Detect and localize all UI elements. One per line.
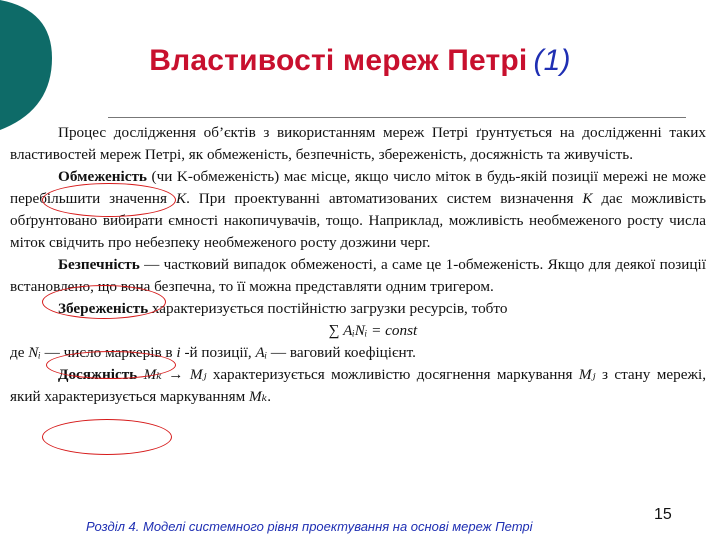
- title-divider: [108, 117, 686, 118]
- reachability-expr: Mₖ → Mⱼ: [143, 366, 207, 383]
- reachability-highlight-ellipse: [42, 419, 172, 455]
- slide-footer: [86, 519, 533, 534]
- reachability-text-c: .: [267, 388, 272, 405]
- intro-paragraph: Процес дослідження об’єктів з використанням мереж Петрі ґрунтується на дослідженні таких властивостей мереж Петрі, як обмеженість, безпечність, збереженість, досяжність та живучість.: [10, 124, 706, 163]
- where-end: — ваговий коефіцієнт.: [267, 344, 416, 361]
- boundedness-text-a: (чи K-обмеженість) має місце, якщо число міток в будь-якій позиції мережі не може перебільшити значення: [10, 168, 706, 207]
- var-ni: Nᵢ: [28, 344, 41, 361]
- reachability-term: Досяжність: [58, 366, 138, 383]
- footer-text: Моделі системного рівня проектування на основі мереж Петрі: [143, 519, 533, 534]
- var-k: K: [175, 190, 187, 207]
- slide-title: [0, 44, 720, 78]
- conservation-text: характеризується постійністю загрузки ресурсів, тобто: [148, 300, 508, 317]
- boundedness-term: Обмеженість: [58, 168, 147, 185]
- conservation-term: Збереженість: [58, 300, 149, 317]
- safeness-term: Безпечність: [58, 256, 140, 273]
- title-number: (1): [533, 44, 571, 77]
- var-k-2: K: [582, 190, 593, 207]
- conservation-highlight-ellipse: [46, 351, 176, 379]
- boundedness-text-c: дає можливість обґрунтовано вибирати ємності накопичувачів, тощо. Наприклад, можливість необмеженого росту числа міток свідчить про небезпеку необмеженого росту дозжини черг.: [10, 190, 707, 251]
- boundedness-highlight-ellipse: [42, 183, 176, 217]
- where-prefix: де: [10, 344, 29, 361]
- var-ai: Aᵢ: [255, 344, 268, 361]
- conservation-formula: ∑ AᵢNᵢ = const: [328, 322, 418, 339]
- safeness-highlight-ellipse: [42, 285, 166, 319]
- reachability-text-a: характеризується можливістю досягнення маркування: [206, 366, 579, 383]
- where-mid2: -й позиції,: [180, 344, 256, 361]
- var-i: i: [176, 344, 181, 361]
- boundedness-text-b: . При проектуванні автоматизованих систем визначення: [186, 190, 583, 207]
- where-mid: — число маркерів в: [40, 344, 177, 361]
- var-mj: Mⱼ: [578, 366, 596, 383]
- reachability-text-b: з стану мережі, який характеризується маркуванням: [10, 366, 707, 405]
- safeness-text: — частковий випадок обмеженості, а саме це 1-обмеженість. Якщо для деякої позиції встановлено, що вона безпечна, то її можна представляти одним тригером.: [10, 256, 706, 295]
- page-number: 15: [654, 506, 672, 523]
- footer-section: Розділ 4.: [86, 519, 140, 534]
- title-text: Властивості мереж Петрі: [149, 44, 528, 77]
- var-mk: Mₖ: [249, 388, 268, 405]
